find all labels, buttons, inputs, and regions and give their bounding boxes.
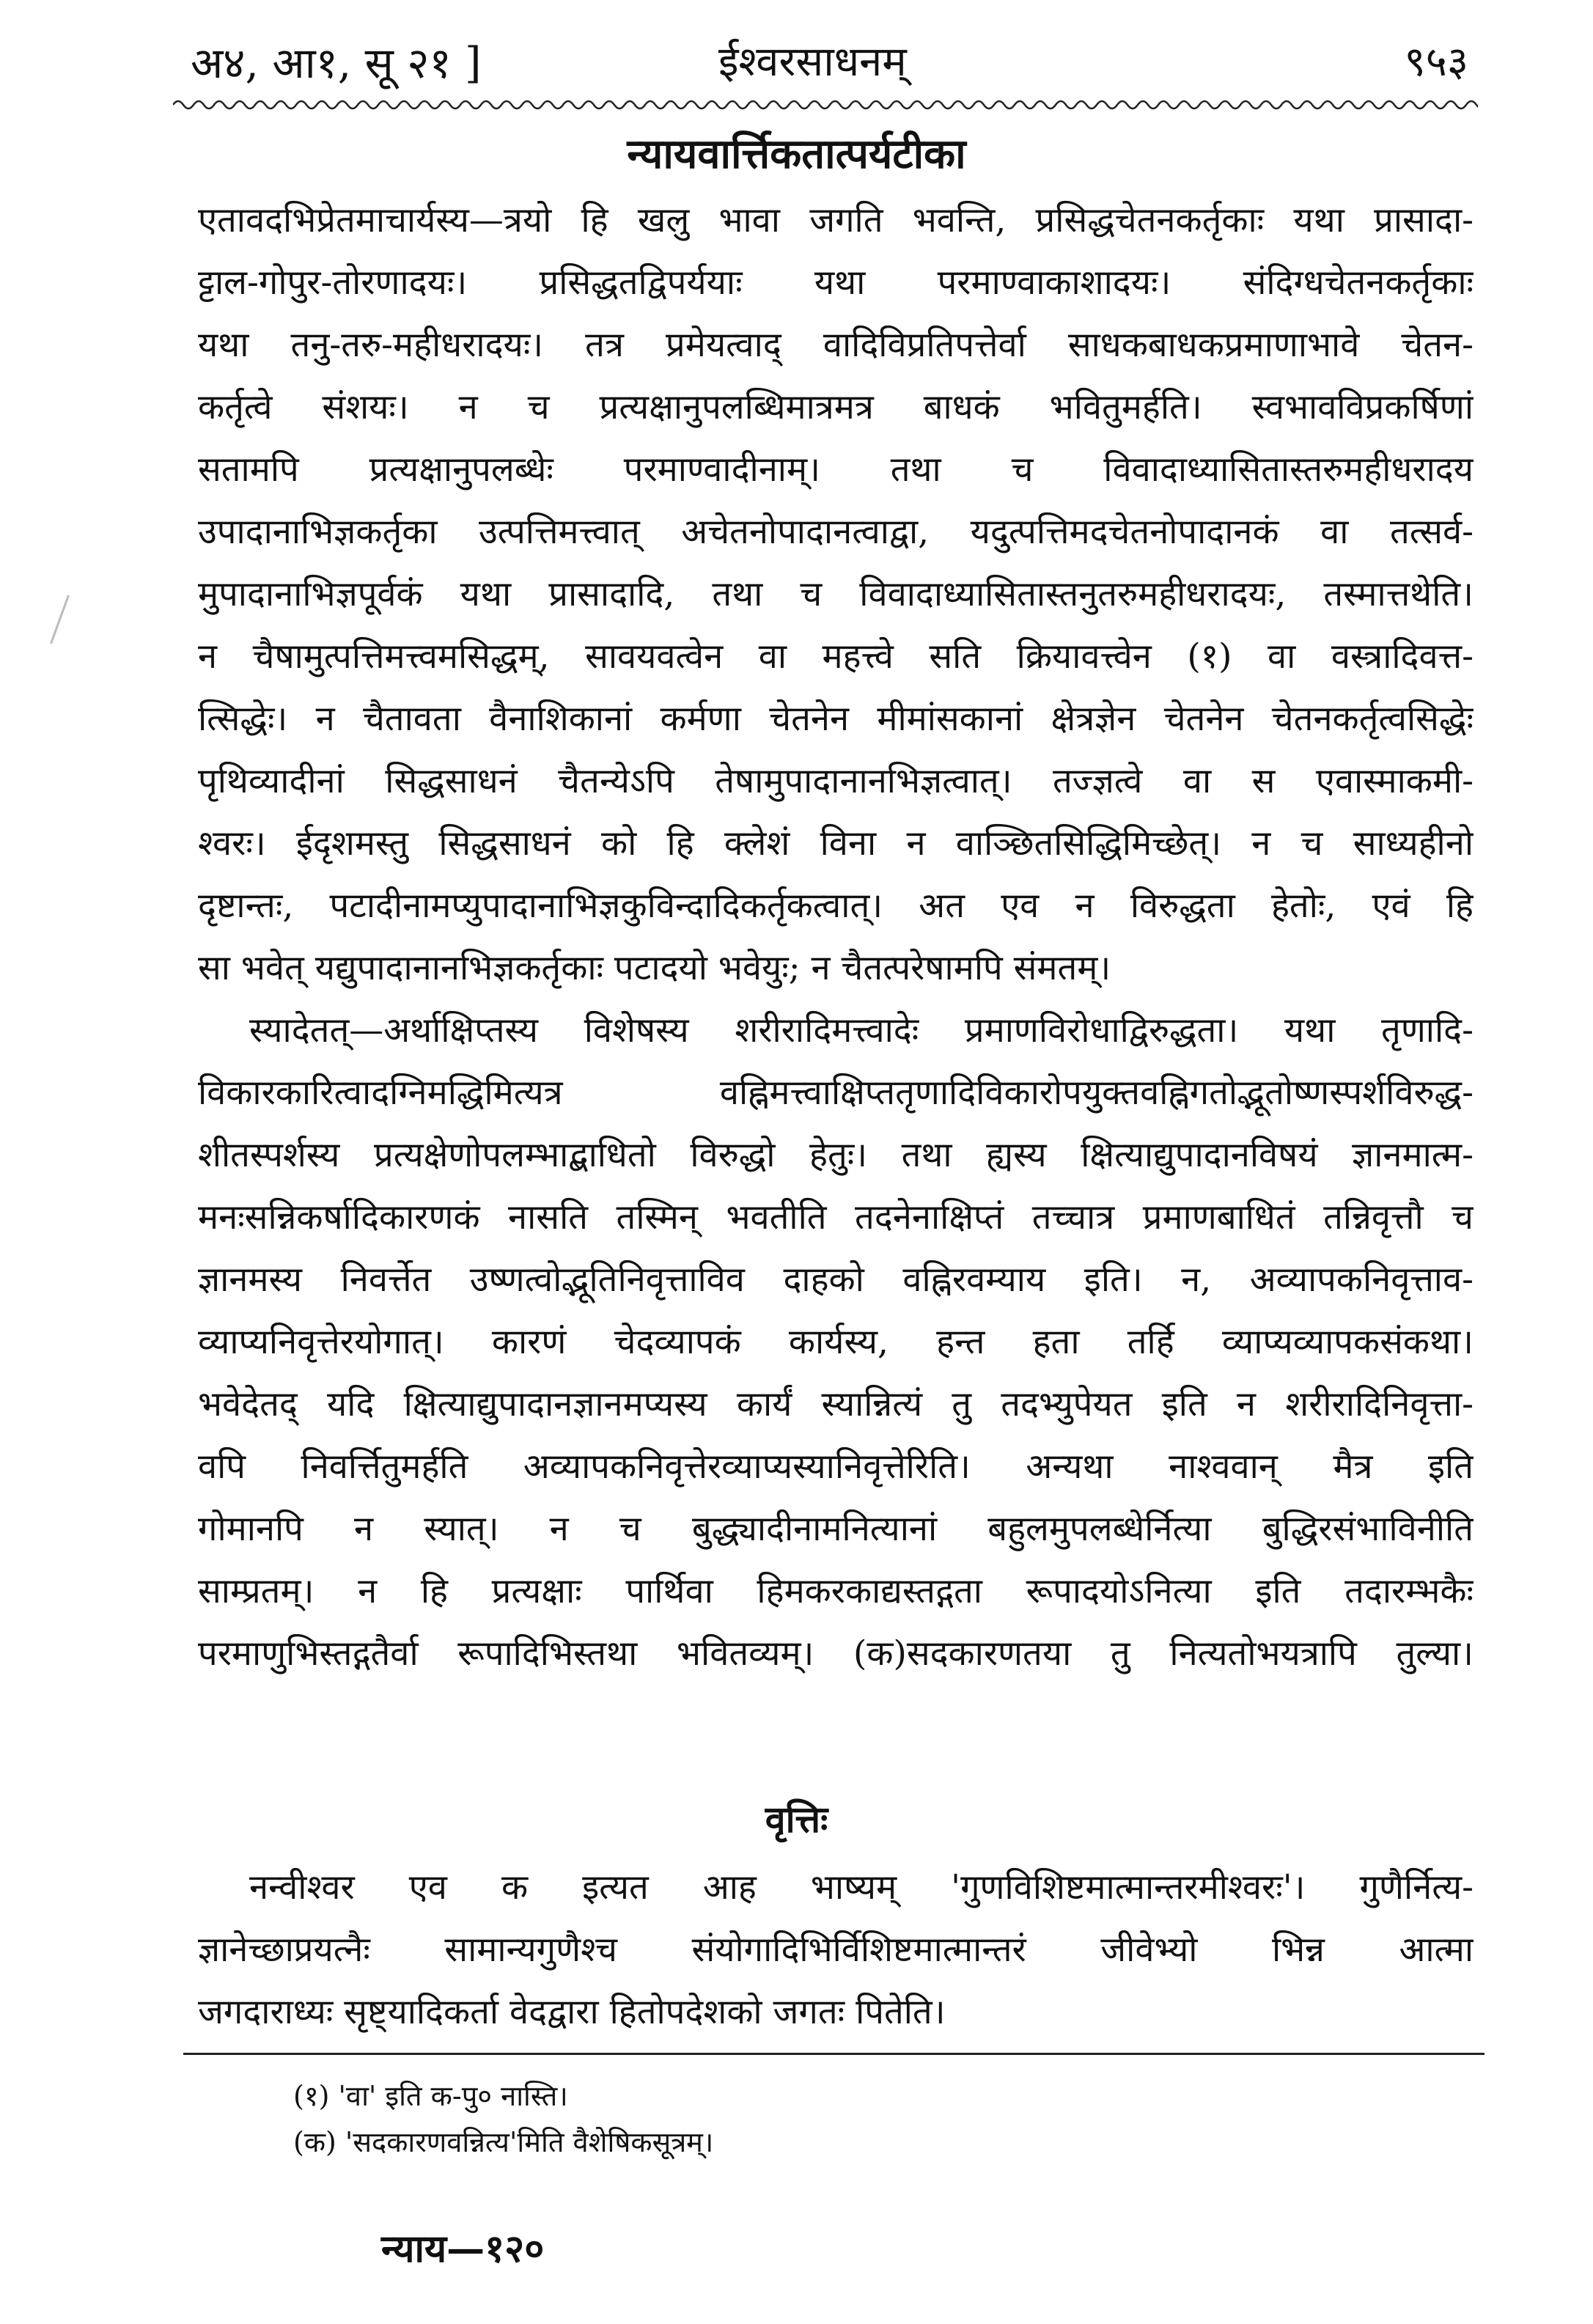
- commentary-line: स्यादेतत्—अर्थाक्षिप्तस्य विशेषस्य शरीरादिमत्त्वादेः प्रमाणविरोधाद्विरुद्धता। यथा तृणादि-: [249, 1010, 1474, 1051]
- wavy-rule: [173, 94, 1478, 116]
- vritti-line: ज्ञानेच्छाप्रयत्नैः सामान्यगुणैश्च संयोगादिभिर्विशिष्टमात्मान्तरं जीवेभ्यो भिन्न आत्मा: [198, 1930, 1474, 1970]
- commentary-line: शीतस्पर्शस्य प्रत्यक्षेणोपलम्भाद्बाधितो विरुद्धो हेतुः। तथा ह्यस्य क्षित्याद्युपादानविषयं ज्ञानमात्म-: [198, 1135, 1474, 1175]
- footnote: (१) 'वा' इति क-पु० नास्ति।: [293, 2080, 568, 2112]
- commentary-line: भवेदेतद् यदि क्षित्याद्युपादानज्ञानमप्यस्य कार्यं स्यान्नित्यं तु तदभ्युपेयत इति न शरीरादिनिवृत्ता-: [198, 1384, 1474, 1424]
- vritti-body: [198, 1856, 1474, 2043]
- commentary-line: ज्ञानमस्य निवर्त्तेत उष्णत्वोद्भूतिनिवृत्ताविव दाहको वह्निरवम्याय इति। न, अव्यापकनिवृत्ताव-: [198, 1260, 1474, 1300]
- commentary-line: एतावदभिप्रेतमाचार्यस्य—त्रयो हि खलु भावा जगति भवन्ति, प्रसिद्धचेतनकर्तृकाः यथा प्रासादा-: [198, 200, 1474, 240]
- commentary-line: न चैषामुत्पत्तिमत्त्वमसिद्धम्, सावयवत्वेन वा महत्त्वे सति क्रियावत्त्वेन (१) वा वस्त्रादिवत्त-: [198, 636, 1474, 677]
- commentary-line: साम्प्रतम्। न हि प्रत्यक्षाः पार्थिवा हिमकरकाद्यस्तद्गता रूपादयोऽनित्या इति तदारम्भकैः: [198, 1571, 1474, 1611]
- margin-mark: [50, 595, 70, 644]
- vritti-line: जगदाराध्यः सृष्ट्यादिकर्ता वेदद्वारा हितोपदेशको जगतः पितेति।: [198, 1992, 946, 2032]
- commentary-line: त्सिद्धेः। न चैतावता वैनाशिकानां कर्मणा चेतनेन मीमांसकानां क्षेत्रज्ञेन चेतनेन चेतनकर्तृत्वसिद्धेः: [198, 699, 1474, 739]
- commentary-line: मनःसन्निकर्षादिकारणकं नासति तस्मिन् भवतीति तदनेनाक्षिप्तं तच्चात्र प्रमाणबाधितं तन्निवृत्तौ च: [198, 1197, 1474, 1238]
- commentary-line: वपि निवर्त्तितुमर्हति अव्यापकनिवृत्तेरव्याप्यस्यानिवृत्तेरिति। अन्यथा नाश्ववान् मैत्र इति: [198, 1446, 1474, 1487]
- footnote-rule: [183, 2053, 1485, 2055]
- commentary-line: ट्टाल-गोपुर-तोरणादयः। प्रसिद्धतद्विपर्ययाः यथा परमाण्वाकाशादयः। संदिग्धचेतनकर्तृकाः: [198, 262, 1474, 303]
- commentary-line: सा भवेत् यद्युपादानानभिज्ञकर्तृकाः पटादयो भवेयुः; न चैतत्परेषामपि संमतम्।: [198, 948, 1111, 988]
- footnote: (क) 'सदकारणवन्नित्य'मिति वैशेषिकसूत्रम्।: [293, 2126, 714, 2158]
- commentary-line: उपादानाभिज्ञकर्तृका उत्पत्तिमत्त्वात् अचेतनोपादानत्वाद्वा, यदुत्पत्तिमदचेतनोपादानकं वा तत्सर्व-: [198, 512, 1474, 552]
- vritti-title: वृत्तिः: [765, 1798, 828, 1841]
- commentary-line: विकारकारित्वादग्निमद्धिमित्यत्र वह्निमत्त्वाक्षिप्ततृणादिविकारोपयुक्तवह्निगतोद्भूतोष्णस्पर्शविरुद्ध-: [198, 1073, 1474, 1113]
- commentary-line: मुपादानाभिज्ञपूर्वकं यथा प्रासादादि, तथा च विवादाध्यासितास्तनुतरुमहीधरादयः, तस्मात्तथेति।: [198, 574, 1474, 614]
- commentary-line: दृष्टान्तः, पटादीनामप्युपादानाभिज्ञकुविन्दादिकर्तृकत्वात्। अत एव न विरुद्धता हेतोः, एवं हि: [198, 886, 1474, 926]
- commentary-line: परमाणुभिस्तद्गतैर्वा रूपादिभिस्तथा भवितव्यम्। (क)सदकारणतया तु नित्यतोभयत्रापि तुल्या।: [198, 1633, 1474, 1674]
- commentary-line: सतामपि प्रत्यक्षानुपलब्धेः परमाण्वादीनाम्। तथा च विवादाध्यासितास्तरुमहीधरादय: [198, 449, 1474, 490]
- commentary-line: कर्तृत्वे संशयः। न च प्रत्यक्षानुपलब्धिमात्रमत्र बाधकं भवितुमर्हति। स्वभावविप्रकर्षिणां: [198, 387, 1474, 427]
- running-title: ईश्वरसाधनम्: [718, 38, 907, 86]
- commentary-line: व्याप्यनिवृत्तेरयोगात्। कारणं चेदव्यापकं कार्यस्य, हन्त हता तर्हि व्याप्यव्यापकसंकथा।: [198, 1322, 1474, 1362]
- signature-mark: न्याय—१२०: [381, 2226, 545, 2271]
- commentary-title: न्यायवार्त्तिकतात्पर्यटीका: [627, 130, 966, 178]
- commentary-line: यथा तनु-तरु-महीधरादयः। तत्र प्रमेयत्वाद् वादिविप्रतिपत्तेर्वा साधकबाधकप्रमाणाभावे चेतन-: [198, 325, 1474, 365]
- section-reference: अ४, आ१, सू २१ ]: [191, 38, 482, 88]
- commentary-line: पृथिव्यादीनां सिद्धसाधनं चैतन्येऽपि तेषामुपादानानभिज्ञत्वात्। तज्ज्ञत्वे वा स एवास्माकमी-: [198, 761, 1474, 801]
- commentary-line: गोमानपि न स्यात्। न च बुद्ध्यादीनामनित्यानां बहुलमुपलब्धेर्नित्या बुद्धिरसंभाविनीति: [198, 1509, 1474, 1549]
- page-header: [176, 26, 1468, 92]
- commentary-line: श्वरः। ईदृशमस्तु सिद्धसाधनं को हि क्लेशं विना न वाञ्छितसिद्धिमिच्छेत्। न च साध्यहीनो: [198, 823, 1474, 864]
- vritti-line: नन्वीश्वर एव क इत्यत आह भाष्यम् 'गुणविशिष्टमात्मान्तरमीश्वरः'। गुणैर्नित्य-: [249, 1867, 1474, 1908]
- page-number: ९५३: [1404, 38, 1468, 86]
- commentary-body: [198, 189, 1474, 1685]
